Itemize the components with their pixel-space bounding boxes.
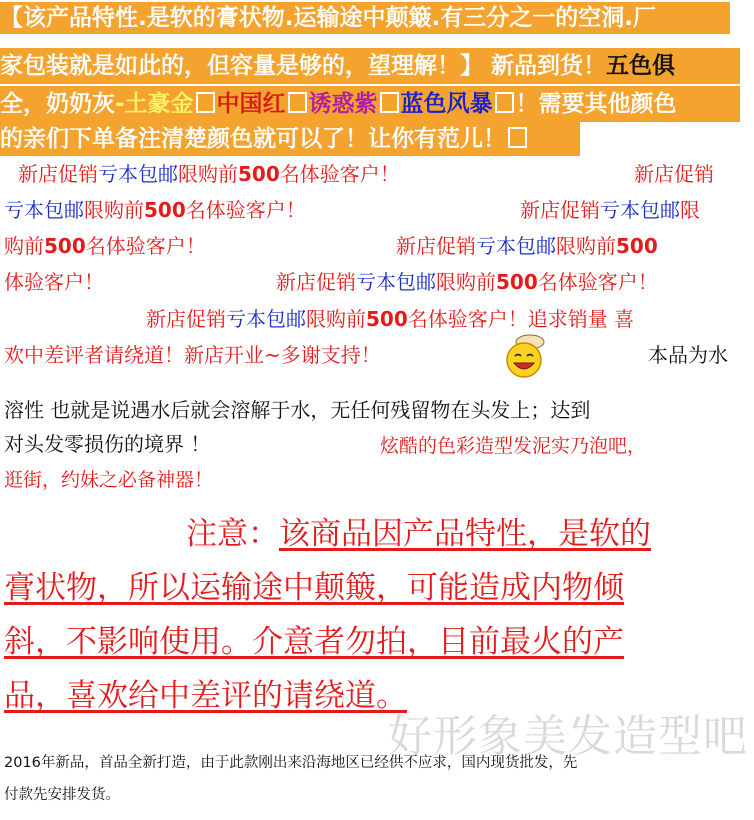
- banner-text-2b: 五色俱: [606, 53, 676, 79]
- notice-line-4: [4, 670, 407, 715]
- banner-line-2: [0, 48, 740, 84]
- promo-text: 500: [496, 270, 538, 294]
- notice-text: 品，喜欢给中差评的请绕道。: [4, 678, 407, 714]
- product-note-text: 本品为水: [648, 343, 728, 367]
- promo-text: 500: [144, 198, 186, 222]
- promo-text: 名体验客户！: [537, 270, 658, 294]
- banner-text-2a: 家包装就是如此的，但容量是够的，望理解！】 新品到货！: [0, 53, 607, 79]
- product-note: [648, 341, 728, 369]
- promo-line-1: [18, 160, 400, 188]
- desc-line-2b: [380, 432, 646, 460]
- promo-text: 500: [616, 234, 658, 258]
- color-china-red: 中国红: [216, 91, 286, 117]
- promo-text: 限购前: [556, 234, 616, 258]
- footer-text: 付款先安排发货。: [4, 787, 120, 803]
- promo-line-3: 购前500名体验客户！: [4, 234, 206, 258]
- promo-text: 亏本包邮: [226, 307, 306, 331]
- color-purple: 诱惑紫: [308, 91, 378, 117]
- notice-line-3: [4, 616, 624, 661]
- desc-line-3: [4, 466, 213, 494]
- promo-line-5: [146, 305, 634, 333]
- promo-text: 亏本包邮: [476, 234, 556, 258]
- placeholder-box-icon: [495, 92, 514, 113]
- footer-line-1: [4, 752, 577, 774]
- notice-text: 该商品因产品特性，是软的: [279, 516, 651, 552]
- promo-text: 亏本包邮: [98, 162, 178, 186]
- promo-text: 名体验客户！: [185, 198, 306, 222]
- desc-line-2: [4, 430, 210, 458]
- promo-text: 新店促销: [520, 198, 600, 222]
- promo-text: 新店促销: [18, 162, 98, 186]
- banner-line-3: [0, 86, 740, 122]
- banner-line-1: [0, 2, 730, 34]
- footer-line-2: [4, 784, 120, 806]
- promo-text: 新店促销: [276, 270, 356, 294]
- notice-text: 斜，不影响使用。介意者勿拍，目前最火的产: [4, 624, 624, 660]
- desc-line-1: [4, 396, 590, 424]
- promo-line-4b: [276, 268, 658, 296]
- desc-text: 逛街，约妹之必备神器！: [4, 469, 214, 491]
- color-blue-storm: 蓝色风暴: [400, 91, 493, 117]
- banner-text-4: 的亲们下单备注清楚颜色就可以了！让你有范儿！: [0, 126, 506, 152]
- promo-text: 限购前: [84, 198, 144, 222]
- notice-line-1: [186, 508, 651, 553]
- promo-text: 亏本包邮: [356, 270, 436, 294]
- promo-line-1b: [634, 160, 714, 188]
- promo-text: 亏本包邮: [4, 198, 84, 222]
- notice-line-2: [4, 562, 624, 607]
- promo-line-6: [4, 341, 381, 369]
- promo-text: 亏本包邮: [600, 198, 680, 222]
- color-grey: 奶奶灰: [46, 91, 115, 117]
- banner-text-3a: 全，: [0, 91, 46, 117]
- placeholder-box-icon: [508, 127, 527, 148]
- promo-text: 名体验客户！: [279, 162, 400, 186]
- promo-text: 限购前: [436, 270, 496, 294]
- banner-text-1: 【该产品特性.是软的膏状物.运输途中颠簸.有三分之一的空洞.厂: [0, 5, 656, 31]
- notice-text: 膏状物，所以运输途中颠簸，可能造成内物倾: [4, 570, 624, 606]
- promo-text: 新店促销: [396, 234, 476, 258]
- promo-text: 新店促销: [146, 307, 226, 331]
- promo-line-2b: 新店促销亏本包邮限: [520, 198, 700, 222]
- promo-text: 500: [366, 307, 408, 331]
- desc-text: 炫酷的色彩造型发泥实乃泡吧，: [380, 435, 647, 457]
- promo-text: 限购前: [306, 307, 366, 331]
- banner-text-3g: ！需要其他颜色: [515, 91, 677, 117]
- promo-text: 500: [44, 234, 86, 258]
- notice-label: 注意：: [186, 516, 279, 552]
- watermark: 好形象美发造型吧: [388, 711, 748, 762]
- footer-text: 2016年新品，首品全新打造，由于此款刚出来沿海地区已经供不应求，国内现货批发，先: [4, 755, 578, 771]
- desc-text: 对头发零损伤的境界 ！: [4, 432, 211, 456]
- placeholder-box-icon: [196, 92, 215, 113]
- color-gold: -土豪金: [115, 91, 194, 117]
- promo-text: 新店促销: [634, 162, 714, 186]
- promo-text: 名体验客户！: [85, 234, 206, 258]
- promo-tail: 追求销量 喜: [527, 307, 635, 331]
- promo-line-3b: [396, 232, 658, 260]
- promo-line-2: [4, 196, 306, 224]
- smiley-emoticon-icon: [500, 332, 550, 382]
- promo-line-4: 体验客户！: [4, 270, 104, 294]
- promo-text: 名体验客户！: [407, 307, 528, 331]
- banner-line-4: [0, 122, 580, 156]
- placeholder-box-icon: [288, 92, 307, 113]
- placeholder-box-icon: [380, 92, 399, 113]
- promo-text: 限购前: [178, 162, 238, 186]
- promo-text: 欢中差评者请绕道！新店开业~多谢支持！: [4, 343, 381, 367]
- desc-text: 溶性 也就是说遇水后就会溶解于水，无任何残留物在头发上；达到: [4, 398, 591, 422]
- promo-text: 500: [238, 162, 280, 186]
